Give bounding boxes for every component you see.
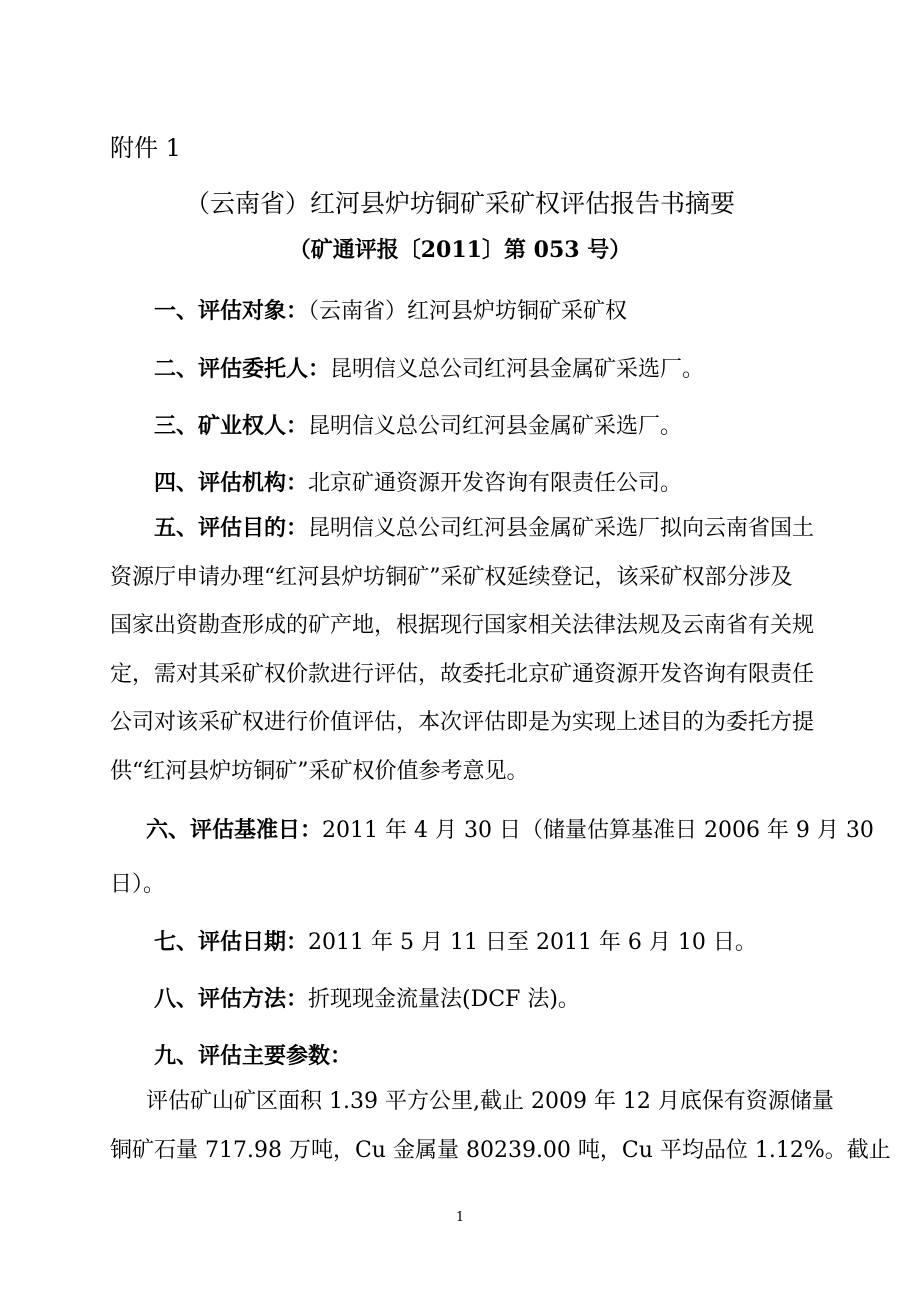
item-label: 七、评估日期： xyxy=(154,929,309,955)
item-label: 八、评估方法： xyxy=(154,986,309,1012)
item-text: 北京矿通资源开发咨询有限责任公司。 xyxy=(308,471,683,496)
item-label: 三、矿业权人： xyxy=(154,413,309,439)
item-evaluation-period xyxy=(154,928,757,957)
item-text: 昆明信义总公司红河县金属矿采选厂。 xyxy=(308,414,683,439)
purpose-text: 昆明信义总公司红河县金属矿采选厂拟向云南省国土 xyxy=(308,516,815,541)
purpose-line-4: 定，需对其采矿权价款进行评估，故委托北京矿通资源开发咨询有限责任 xyxy=(110,662,815,687)
item-label: 二、评估委托人： xyxy=(154,356,331,382)
params-line-2: 铜矿石量 717.98 万吨，Cu 金属量 80239.00 吨，Cu 平均品位 1.12%。截止 xyxy=(110,1138,891,1163)
document-number: （矿通评报〔2011〕第 053 号） xyxy=(288,237,632,263)
base-date-line-2: 日）。 xyxy=(110,872,166,897)
base-date-label: 六、评估基准日： xyxy=(146,817,323,843)
purpose-line-3: 国家出资勘查形成的矿产地，根据现行国家相关法律法规及云南省有关规 xyxy=(110,613,815,638)
item-text: 昆明信义总公司红河县金属矿采选厂。 xyxy=(330,357,705,382)
item-text: 折现现金流量法(DCF 法)。 xyxy=(308,987,580,1012)
base-date-line-1 xyxy=(146,816,874,845)
item-evaluation-object xyxy=(154,297,627,326)
params-line-1: 评估矿山矿区面积 1.39 平方公里,截止 2009 年 12 月底保有资源储量 xyxy=(146,1089,834,1114)
purpose-line-2: 资源厅申请办理“红河县炉坊铜矿”采矿权延续登记，该采矿权部分涉及 xyxy=(110,565,793,590)
item-client xyxy=(154,355,704,384)
page-number: 1 xyxy=(455,1210,465,1225)
purpose-line-6: 供“红河县炉坊铜矿”采矿权价值参考意见。 xyxy=(110,759,529,784)
params-heading: 九、评估主要参数： xyxy=(154,1043,353,1069)
document-title: （云南省）红河县炉坊铜矿采矿权评估报告书摘要 xyxy=(184,189,735,218)
attachment-label: 附件 1 xyxy=(110,134,181,162)
item-text: （云南省）红河县炉坊铜矿采矿权 xyxy=(308,299,628,324)
item-rights-holder xyxy=(154,412,682,441)
purpose-line-1 xyxy=(154,514,814,543)
item-evaluation-method xyxy=(154,985,580,1014)
item-agency xyxy=(154,469,682,498)
purpose-label: 五、评估目的： xyxy=(154,515,309,541)
item-label: 四、评估机构： xyxy=(154,470,309,496)
item-label: 一、评估对象： xyxy=(154,298,309,324)
base-date-text: 2011 年 4 月 30 日（储量估算基准日 2006 年 9 月 30 xyxy=(322,818,874,843)
item-text: 2011 年 5 月 11 日至 2011 年 6 月 10 日。 xyxy=(308,930,757,955)
purpose-line-5: 公司对该采矿权进行价值评估，本次评估即是为实现上述目的为委托方提 xyxy=(110,710,815,735)
